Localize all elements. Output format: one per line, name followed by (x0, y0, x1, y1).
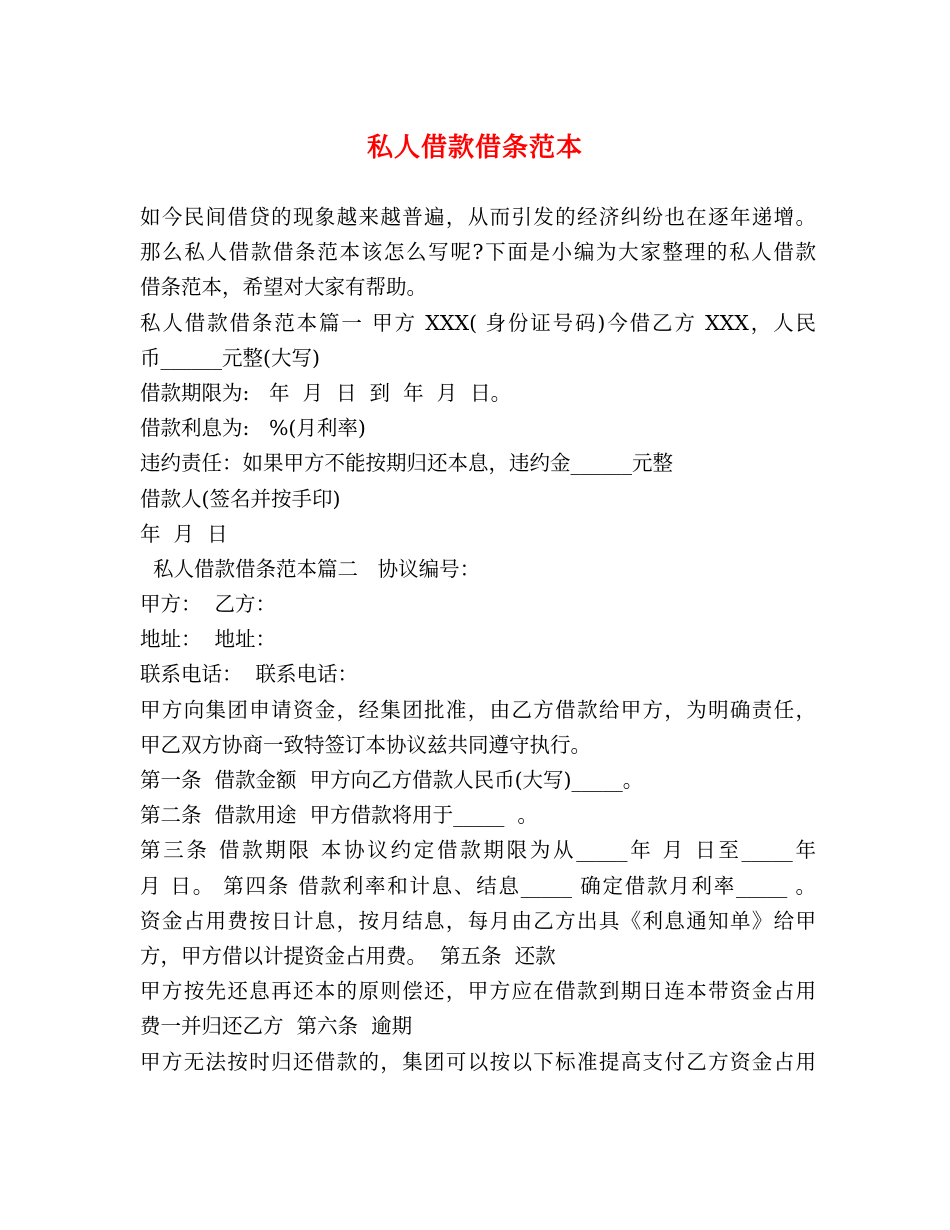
body-line: 甲方按先还息再还本的原则偿还，甲方应在借款到期日连本带资金占用 (140, 979, 816, 1004)
body-line: 那么私人借款借条范本该怎么写呢?下面是小编为大家整理的私人借款 (140, 240, 816, 265)
body-line: 方，甲方借以计提资金占用费。 第五条 还款 (140, 943, 556, 968)
body-line: 地址： 地址： (140, 627, 277, 652)
body-line: 私人借款借条范本篇二 协议编号： (140, 556, 481, 581)
body-line: 违约责任：如果甲方不能按期归还本息，违约金______元整 (140, 451, 673, 476)
body-line: 费一并归还乙方 第六条 逾期 (140, 1014, 413, 1039)
body-line: 甲乙双方协商一致特签订本协议兹共同遵守执行。 (140, 732, 591, 757)
body-line: 私人借款借条范本篇一 甲方 XXX( 身份证号码)今借乙方 XXX，人民 (140, 310, 816, 335)
body-line: 年 月 日 (140, 521, 228, 546)
body-line: 借条范本，希望对大家有帮助。 (140, 275, 427, 300)
body-line: 月 日。 第四条 借款利率和计息、结息_____ 确定借款月利率_____ 。 (140, 873, 816, 898)
body-line: 甲方无法按时归还借款的，集团可以按以下标准提高支付乙方资金占用 (140, 1049, 816, 1074)
body-line: 第二条 借款用途 甲方借款将用于_____ 。 (140, 803, 538, 828)
body-line: 借款利息为: %(月利率) (140, 416, 366, 441)
body-line: 第三条 借款期限 本协议约定借款期限为从_____年 月 日至_____年 (140, 838, 816, 863)
body-line: 第一条 借款金额 甲方向乙方借款人民币(大写)_____。 (140, 768, 644, 792)
document-title: 私人借款借条范本 (366, 133, 583, 163)
body-line: 资金占用费按日计息，按月结息，每月由乙方出具《利息通知单》给甲 (140, 908, 816, 933)
body-line: 联系电话： 联系电话： (140, 662, 359, 687)
body-line: 甲方向集团申请资金，经集团批准，由乙方借款给甲方，为明确责任， (140, 697, 816, 722)
body-line: 借款人(签名并按手印) (140, 486, 341, 511)
body-line: 借款期限为: 年 月 日 到 年 月 日。 (140, 380, 512, 405)
body-line: 甲方： 乙方： (140, 592, 277, 617)
body-line: 币______元整(大写) (140, 345, 320, 370)
body-line: 如今民间借贷的现象越来越普遍，从而引发的经济纠纷也在逐年递增。 (140, 205, 816, 229)
document-body (140, 200, 816, 1080)
